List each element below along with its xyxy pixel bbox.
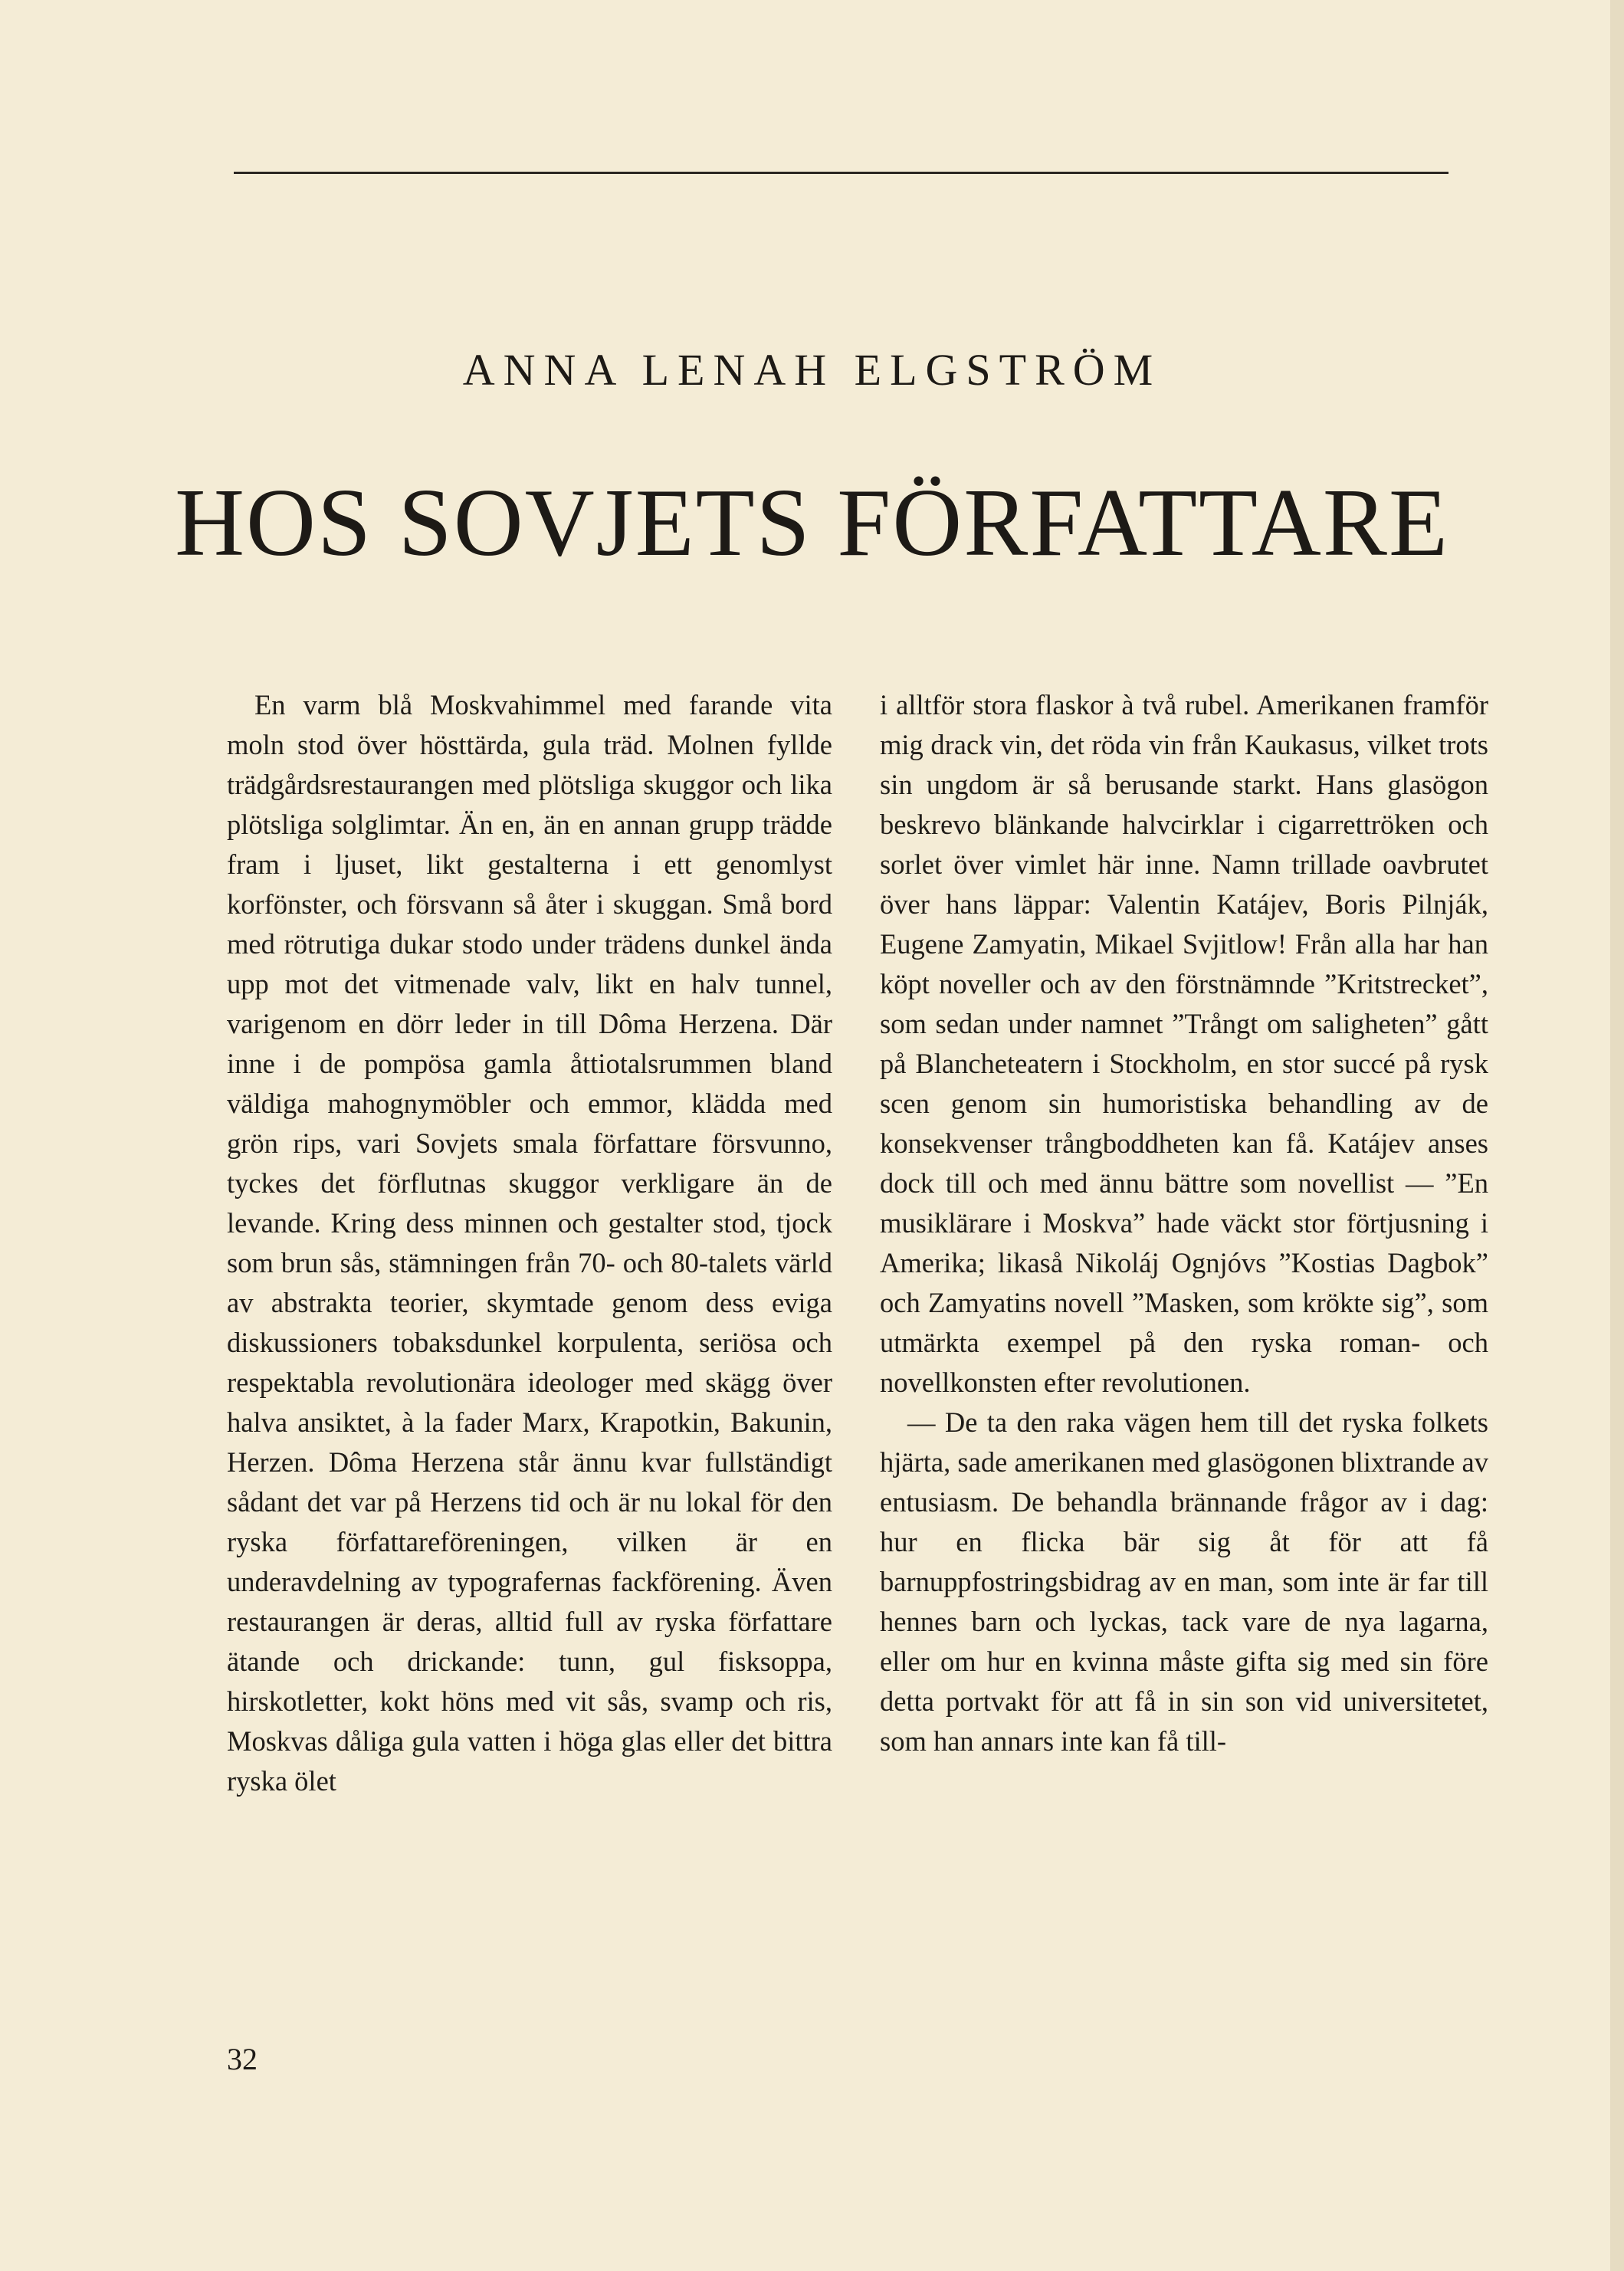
page-edge <box>1610 0 1624 2271</box>
paragraph: — De ta den raka vägen hem till det ryska folkets hjärta, sade amerikanen med glasögonen blixtrande av entusiasm. De behandla brännande frågor av i dag: hur en flicka bär sig åt för att få barnuppfostringsbidrag av en man, som inte är far till hennes barn och lyckas, tack vare de nya lagarna, eller om hur en kvinna måste gifta sig med sin före detta portvakt för att få in sin son vid universitetet, som han annars inte kan få till- <box>880 1406 1488 1757</box>
paragraph: En varm blå Moskvahimmel med farande vita moln stod över hösttärda, gula träd. Molnen fyllde trädgårdsrestaurangen med plötsliga skuggor och lika plötsliga solglimtar. Än en, än en annan grupp trädde fram i ljuset, likt gestalterna i ett genomlyst korfönster, och försvann så åter i skuggan. Små bord med rötrutiga dukar stodo under trädens dunkel ända upp mot det vitmenade valv, likt en halv tunnel, varigenom en dörr leder in till Dôma Herzena. Där inne i de pompösa gamla åttiotalsrummen bland väldiga mahognymöbler och emmor, klädda med grön rips, vari Sovjets smala författare försvunno, tyckes det förflutnas skuggor verkligare än de levande. Kring dess minnen och gestalter stod, tjock som brun sås, stämningen från 70- och 80-talets värld av abstrakta teorier, skymtade genom dess eviga diskussioners tobaksdunkel korpulenta, seriösa och respektabla revolutionära ideologer med skägg över halva ansiktet, à la fader Marx, Krapotkin, Bakunin, Herzen. Dôma Herzena står ännu kvar fullständigt sådant det var på Herzens tid och är nu lokal för den ryska författareföreningen, vilken är en underavdelning av typografernas fackförening. Även restaurangen är deras, alltid full av ryska författare ätande och drickande: tunn, gul fisksoppa, hirskotletter, kokt höns med vit sås, svamp och ris, Moskvas dåliga gula vatten i höga glas eller det bittra ryska ölet <box>227 689 832 1797</box>
paragraph: i alltför stora flaskor à två rubel. Amerikanen framför mig drack vin, det röda vin från Kaukasus, vilket trots sin ungdom är så berusande starkt. Hans glasögon beskrevo blänkande halvcirklar i cigarrettröken och sorlet över vimlet här inne. Namn trillade oavbrutet över hans läppar: Valentin Katájev, Boris Pilnják, Eugene Zamyatin, Mikael Svjitlow! Från alla har han köpt noveller och av den förstnämnde ”Kritstrecket”, som sedan under namnet ”Trångt om saligheten” gått på Blancheteatern i Stockholm, en stor succé på rysk scen genom sin humoristiska behandling av de konsekvenser trångboddheten kan få. Katájev anses dock till och med ännu bättre som novellist — ”En musiklärare i Moskva” hade väckt stor förtjusning i Amerika; likaså Nikoláj Ognjóvs ”Kostias Dagbok” och Zamyatins novell ”Masken, som krökte sig”, som utmärkta exempel på den ryska roman- och novellkonsten efter revolutionen. <box>880 689 1488 1398</box>
author-name: ANNA LENAH ELGSTRÖM <box>462 345 1162 395</box>
page-number: 32 <box>227 2042 258 2076</box>
left-column <box>227 685 832 1801</box>
header-rule <box>234 172 1448 174</box>
right-column <box>880 685 1488 1761</box>
article-title: HOS SOVJETS FÖRFATTARE <box>175 470 1449 576</box>
